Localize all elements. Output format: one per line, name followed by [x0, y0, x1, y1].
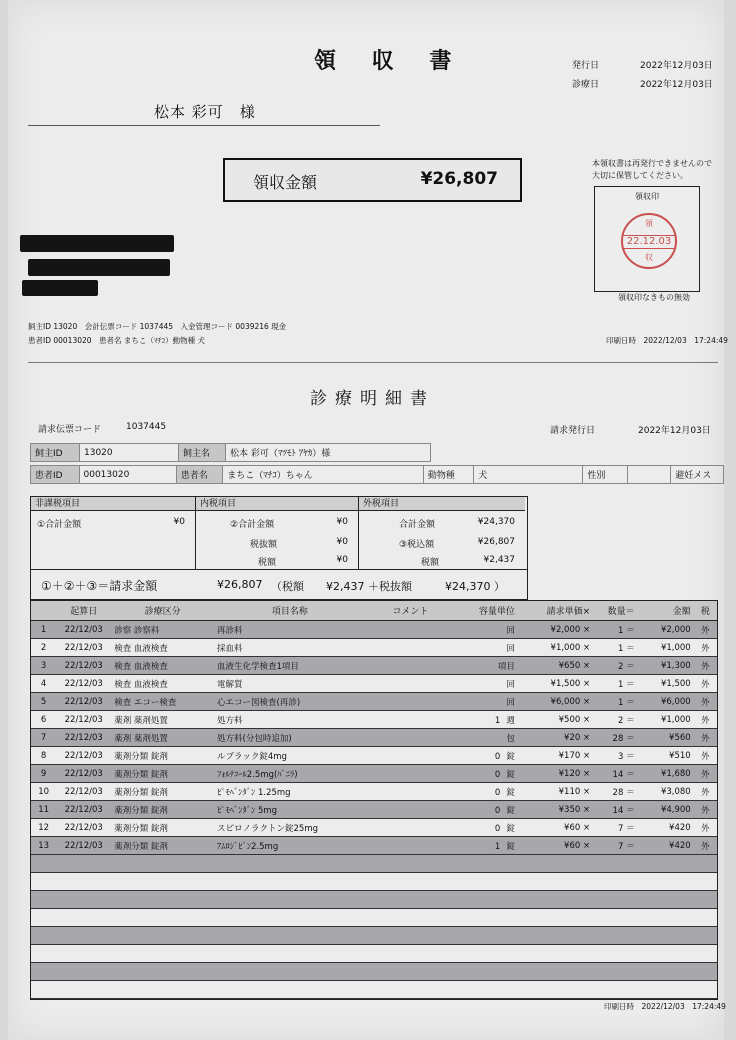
table-row	[31, 639, 717, 657]
item-qty: 0	[494, 823, 501, 834]
item-date: 22/12/03	[56, 747, 111, 765]
item-date: 22/12/03	[56, 621, 111, 639]
table-row	[31, 747, 717, 765]
issue-date-label: 発行日	[572, 61, 600, 71]
item-unit: 回	[506, 697, 515, 708]
items-col-header: 診療区分	[111, 601, 214, 621]
table-row	[31, 801, 717, 819]
owner-id: 13020	[80, 444, 179, 462]
section-divider	[28, 362, 718, 363]
item-tax: 外	[694, 783, 717, 801]
empty-cell	[31, 927, 717, 945]
item-price: ¥170 ×	[518, 747, 593, 765]
patient-name: まちこ（ﾏﾁｺ）ちゃん	[223, 466, 424, 484]
item-name: スピロノラクトン錠25mg	[214, 819, 366, 837]
item-count: 1 ＝	[593, 621, 637, 639]
item-price: ¥60 ×	[518, 837, 593, 855]
excl-tax-label: 税額	[421, 558, 440, 568]
item-comment	[366, 639, 455, 657]
item-date: 22/12/03	[56, 765, 111, 783]
billing-date: 2022年12月03日	[638, 426, 711, 436]
total-amount-value: ¥26,807	[420, 169, 498, 189]
item-amount: ¥510	[638, 747, 694, 765]
item-unit: 錠	[506, 805, 515, 816]
empty-cell	[31, 963, 717, 981]
print-label: 印刷日時	[606, 336, 636, 345]
total-amount-box	[223, 158, 522, 202]
item-qty: 0	[494, 751, 501, 762]
item-unit: 週	[506, 715, 515, 726]
item-count: 3 ＝	[593, 747, 637, 765]
item-cat: 薬剤 薬剤処置	[111, 711, 214, 729]
exclusive-column	[359, 497, 525, 569]
item-name: 処方料	[214, 711, 366, 729]
nontax-head: 非課税項目	[31, 497, 195, 511]
table-row	[31, 837, 717, 855]
item-count: 1 ＝	[593, 675, 637, 693]
item-cat: 検査 血液検査	[111, 675, 214, 693]
item-qty-unit	[455, 675, 518, 693]
excl-total-value: ¥24,370	[477, 517, 515, 527]
item-amount: ¥420	[638, 837, 694, 855]
item-no: 1	[31, 621, 56, 639]
patient-id: 00013020	[79, 466, 176, 484]
notice-line-2: 大切に保管してください。	[592, 171, 688, 180]
item-unit: 回	[506, 625, 515, 636]
species-label: 動物種	[423, 466, 473, 484]
item-qty-unit	[455, 765, 518, 783]
item-cat: 検査 エコー検査	[111, 693, 214, 711]
items-body	[31, 621, 717, 999]
item-name: 電解質	[214, 675, 366, 693]
table-row-empty	[31, 891, 717, 909]
items-col-header: コメント	[366, 601, 455, 621]
item-amount: ¥1,300	[638, 657, 694, 675]
item-comment	[366, 711, 455, 729]
item-price: ¥20 ×	[518, 729, 593, 747]
patient-name-label: 患者名	[176, 466, 223, 484]
stamp-note: 領収印なきもの無効	[618, 293, 690, 302]
patient-info-table-2	[30, 465, 724, 484]
patient-info-table	[30, 443, 431, 462]
empty-cell	[31, 981, 717, 999]
excl-incl-label: ③税込額	[399, 540, 435, 550]
item-qty-unit	[455, 693, 518, 711]
item-count: 14 ＝	[593, 801, 637, 819]
item-no: 8	[31, 747, 56, 765]
reissue-notice	[592, 158, 712, 182]
table-row	[31, 765, 717, 783]
item-comment	[366, 621, 455, 639]
redacted-address-1	[20, 235, 174, 252]
table-row-empty	[31, 981, 717, 999]
formula-label: ①＋②＋③＝請求金額	[41, 579, 158, 593]
item-tax: 外	[694, 747, 717, 765]
item-tax: 外	[694, 711, 717, 729]
item-price: ¥2,000 ×	[518, 621, 593, 639]
item-no: 5	[31, 693, 56, 711]
item-comment	[366, 729, 455, 747]
item-date: 22/12/03	[56, 711, 111, 729]
empty-cell	[31, 873, 717, 891]
item-unit: 回	[506, 679, 515, 690]
item-cat: 検査 血液検査	[111, 657, 214, 675]
table-row-empty	[31, 855, 717, 873]
item-count: 2 ＝	[593, 657, 637, 675]
incl-total-label: ②合計金額	[230, 520, 275, 530]
item-date: 22/12/03	[56, 783, 111, 801]
item-name: 血液生化学検査1項目	[214, 657, 366, 675]
item-count: 1 ＝	[593, 639, 637, 657]
table-row-empty	[31, 873, 717, 891]
items-col-header: 容量単位	[455, 601, 518, 621]
sex	[627, 466, 671, 484]
item-date: 22/12/03	[56, 837, 111, 855]
empty-cell	[31, 891, 717, 909]
excl-incl-value: ¥26,807	[477, 537, 515, 547]
owner-name: 松本 彩可（ﾏﾂﾓﾄ ｱﾔｶ）様	[226, 444, 431, 462]
footer-print-value: 2022/12/03 17:24:49	[641, 1002, 726, 1011]
item-unit: 錠	[506, 769, 515, 780]
customer-underline	[28, 125, 380, 126]
redacted-address-2	[28, 259, 170, 276]
item-count: 7 ＝	[593, 819, 637, 837]
item-qty-unit	[455, 747, 518, 765]
item-unit: 回	[506, 643, 515, 654]
issue-date: 2022年12月03日	[640, 61, 713, 71]
item-tax: 外	[694, 675, 717, 693]
item-unit: 錠	[506, 751, 515, 762]
receipt-title: 領 収 書	[314, 49, 466, 74]
incl-tax-value: ¥0	[336, 555, 348, 565]
table-row-empty	[31, 945, 717, 963]
item-qty-unit	[455, 783, 518, 801]
item-name: ﾋﾟﾓﾍﾞﾝﾀﾞﾝ 1.25mg	[214, 783, 366, 801]
item-no: 2	[31, 639, 56, 657]
item-cat: 薬剤分類 錠剤	[111, 747, 214, 765]
item-name: ｱﾑﾛｼﾞﾋﾟﾝ2.5mg	[214, 837, 366, 855]
item-qty-unit	[455, 837, 518, 855]
formula-row	[31, 569, 527, 599]
item-qty: 0	[494, 769, 501, 780]
incl-tax-label: 税額	[258, 558, 277, 568]
incl-pre-value: ¥0	[336, 537, 348, 547]
formula-tax-breakdown: （税額 ¥2,437 ＋税抜額 ¥24,370 ）	[271, 580, 505, 593]
item-qty-unit	[455, 711, 518, 729]
item-unit: 錠	[506, 823, 515, 834]
item-count: 28 ＝	[593, 783, 637, 801]
excl-tax-value: ¥2,437	[483, 555, 515, 565]
voucher-label: 請求伝票コード	[38, 425, 102, 435]
items-table	[31, 601, 717, 999]
footer-print-label: 印刷日時	[604, 1002, 634, 1011]
incl-pre-label: 税抜額	[250, 540, 278, 550]
items-col-header: 起算日	[56, 601, 111, 621]
formula-value: ¥26,807	[217, 578, 263, 591]
item-qty: 0	[494, 787, 501, 798]
item-tax: 外	[694, 837, 717, 855]
item-comment	[366, 837, 455, 855]
item-count: 28 ＝	[593, 729, 637, 747]
receipt-paper	[8, 0, 728, 1040]
patient-id-label: 患者ID	[31, 466, 80, 484]
item-unit: 項目	[497, 661, 515, 672]
item-qty-unit	[455, 801, 518, 819]
item-qty: 1	[494, 715, 501, 726]
empty-cell	[31, 855, 717, 873]
voucher-code: 1037445	[126, 422, 167, 432]
item-amount: ¥3,080	[638, 783, 694, 801]
item-count: 7 ＝	[593, 837, 637, 855]
footer-print-datetime	[604, 1001, 726, 1012]
item-tax: 外	[694, 657, 717, 675]
nontax-column	[31, 497, 196, 569]
item-comment	[366, 657, 455, 675]
billing-date-label: 請求発行日	[550, 426, 596, 436]
item-price: ¥1,000 ×	[518, 639, 593, 657]
item-cat: 薬剤 薬剤処置	[111, 729, 214, 747]
item-price: ¥110 ×	[518, 783, 593, 801]
item-amount: ¥1,000	[638, 711, 694, 729]
item-unit: 錠	[506, 841, 515, 852]
exclusive-head: 外税項目	[359, 497, 525, 511]
tax-summary-box	[30, 496, 528, 600]
item-tax: 外	[694, 801, 717, 819]
stamp-box	[594, 186, 700, 292]
item-qty: 0	[494, 805, 501, 816]
received-stamp	[621, 213, 677, 269]
item-no: 3	[31, 657, 56, 675]
excl-total-label: 合計金額	[399, 520, 436, 530]
redacted-address-3	[22, 280, 98, 296]
item-date: 22/12/03	[56, 639, 111, 657]
ids-line: 飼主ID 13020 会計伝票コード 1037445 入金管理コード 0039216 現金	[28, 322, 287, 331]
species: 犬	[474, 466, 583, 484]
item-price: ¥500 ×	[518, 711, 593, 729]
item-date: 22/12/03	[56, 657, 111, 675]
item-tax: 外	[694, 819, 717, 837]
item-cat: 薬剤分類 錠剤	[111, 801, 214, 819]
item-tax: 外	[694, 693, 717, 711]
item-price: ¥650 ×	[518, 657, 593, 675]
patient-line: 患者ID 00013020 患者名 まちこ（ﾏﾁｺ）動物種 犬	[28, 336, 206, 345]
items-col-header: 請求単価×	[518, 601, 593, 621]
item-cat: 薬剤分類 錠剤	[111, 819, 214, 837]
item-unit: 錠	[506, 787, 515, 798]
incl-total-value: ¥0	[336, 517, 348, 527]
items-col-header: 数量＝	[593, 601, 637, 621]
empty-cell	[31, 945, 717, 963]
notice-line-1: 本領収書は再発行できませんので	[592, 159, 712, 168]
item-amount: ¥1,500	[638, 675, 694, 693]
item-name: ﾋﾟﾓﾍﾞﾝﾀﾞﾝ 5mg	[214, 801, 366, 819]
item-comment	[366, 693, 455, 711]
customer-name: 松本 彩可 様	[154, 103, 256, 121]
inclusive-head: 内税項目	[196, 497, 358, 511]
item-qty-unit	[455, 819, 518, 837]
item-no: 9	[31, 765, 56, 783]
item-date: 22/12/03	[56, 819, 111, 837]
table-row-empty	[31, 909, 717, 927]
item-no: 13	[31, 837, 56, 855]
item-no: 11	[31, 801, 56, 819]
item-no: 7	[31, 729, 56, 747]
nontax-label: ①合計金額	[37, 520, 82, 530]
item-qty: 1	[494, 841, 501, 852]
table-row-empty	[31, 927, 717, 945]
item-cat: 診察 診察料	[111, 621, 214, 639]
stamp-caption: 領収印	[635, 192, 659, 201]
table-row-empty	[31, 963, 717, 981]
statement-title: 診療明細書	[310, 389, 435, 409]
item-unit: 包	[506, 733, 515, 744]
items-col-header: 金額	[638, 601, 694, 621]
item-tax: 外	[694, 729, 717, 747]
item-comment	[366, 819, 455, 837]
inclusive-column	[196, 497, 359, 569]
item-qty-unit	[455, 729, 518, 747]
items-col-header: 項目名称	[214, 601, 366, 621]
table-row	[31, 675, 717, 693]
item-amount: ¥1,680	[638, 765, 694, 783]
table-row	[31, 783, 717, 801]
item-qty-unit	[455, 639, 518, 657]
item-name: 心エコー図検査(再診)	[214, 693, 366, 711]
table-row	[31, 819, 717, 837]
item-comment	[366, 747, 455, 765]
owner-name-label: 飼主名	[179, 444, 226, 462]
item-tax: 外	[694, 621, 717, 639]
item-name: 再診料	[214, 621, 366, 639]
item-count: 1 ＝	[593, 693, 637, 711]
table-row	[31, 729, 717, 747]
print-datetime	[606, 335, 728, 346]
sex-label: 性別	[583, 466, 627, 484]
item-name: ﾌｫﾙﾃｺｰﾙ2.5mg(ﾊﾞﾆﾗ)	[214, 765, 366, 783]
items-col-header: 税	[694, 601, 717, 621]
item-price: ¥1,500 ×	[518, 675, 593, 693]
item-tax: 外	[694, 765, 717, 783]
item-price: ¥350 ×	[518, 801, 593, 819]
items-col-header	[31, 601, 56, 621]
item-no: 4	[31, 675, 56, 693]
item-qty-unit	[455, 657, 518, 675]
item-comment	[366, 783, 455, 801]
item-qty-unit	[455, 621, 518, 639]
item-amount: ¥2,000	[638, 621, 694, 639]
item-no: 6	[31, 711, 56, 729]
item-comment	[366, 765, 455, 783]
item-cat: 薬剤分類 錠剤	[111, 837, 214, 855]
item-price: ¥60 ×	[518, 819, 593, 837]
stamp-bottom-char: 収	[645, 253, 653, 262]
item-amount: ¥420	[638, 819, 694, 837]
item-date: 22/12/03	[56, 801, 111, 819]
item-count: 14 ＝	[593, 765, 637, 783]
empty-cell	[31, 909, 717, 927]
item-no: 12	[31, 819, 56, 837]
item-name: 採血料	[214, 639, 366, 657]
item-price: ¥6,000 ×	[518, 693, 593, 711]
item-date: 22/12/03	[56, 729, 111, 747]
item-date: 22/12/03	[56, 693, 111, 711]
item-comment	[366, 675, 455, 693]
item-no: 10	[31, 783, 56, 801]
stamp-top-char: 領	[645, 219, 653, 228]
item-amount: ¥4,900	[638, 801, 694, 819]
item-price: ¥120 ×	[518, 765, 593, 783]
nontax-value: ¥0	[173, 517, 185, 527]
item-cat: 薬剤分類 錠剤	[111, 765, 214, 783]
table-row	[31, 711, 717, 729]
neuter-status: 避妊メス	[671, 466, 724, 484]
print-value: 2022/12/03 17:24:49	[643, 336, 728, 345]
item-date: 22/12/03	[56, 675, 111, 693]
visit-date-label: 診療日	[572, 80, 600, 90]
table-row	[31, 621, 717, 639]
item-name: ルブラック錠4mg	[214, 747, 366, 765]
stamp-date: 22.12.03	[623, 235, 675, 249]
visit-date: 2022年12月03日	[640, 80, 713, 90]
item-cat: 検査 血液検査	[111, 639, 214, 657]
table-row	[31, 657, 717, 675]
item-amount: ¥6,000	[638, 693, 694, 711]
item-name: 処方料(分包時追加)	[214, 729, 366, 747]
owner-id-label: 飼主ID	[31, 444, 80, 462]
item-amount: ¥560	[638, 729, 694, 747]
item-tax: 外	[694, 639, 717, 657]
items-header-row	[31, 601, 717, 621]
items-table-wrap	[30, 600, 718, 1000]
total-amount-label: 領収金額	[253, 173, 318, 192]
table-row	[31, 693, 717, 711]
item-amount: ¥1,000	[638, 639, 694, 657]
item-cat: 薬剤分類 錠剤	[111, 783, 214, 801]
item-count: 2 ＝	[593, 711, 637, 729]
item-comment	[366, 801, 455, 819]
